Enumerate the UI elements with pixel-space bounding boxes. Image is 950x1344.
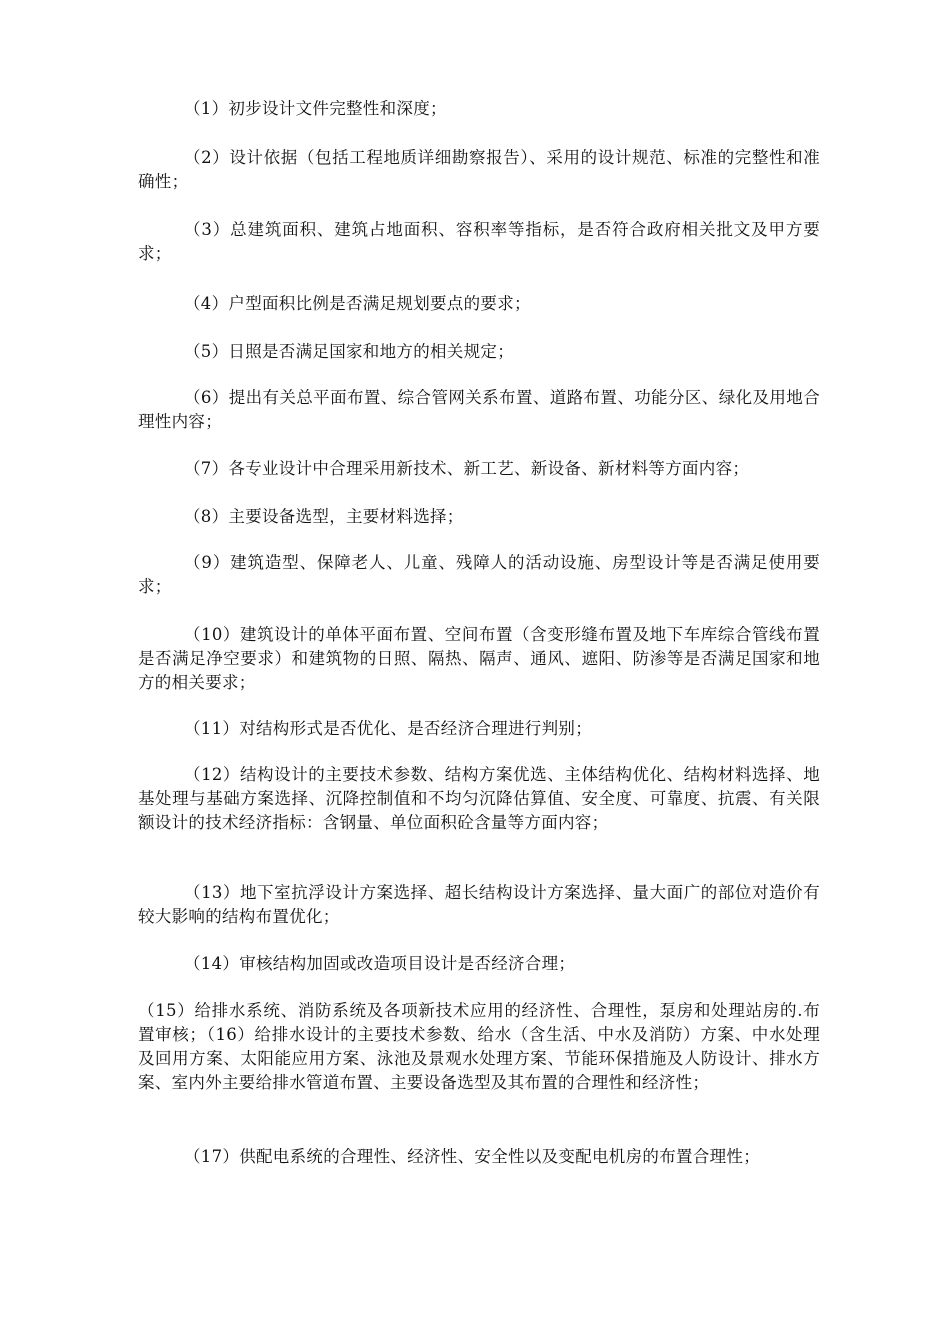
paragraph-12: （12）结构设计的主要技术参数、结构方案优选、主体结构优化、结构材料选择、地基处理与基础方案选择、沉降控制值和不均匀沉降估算值、安全度、可靠度、抗震、有关限额设计的技术经济指标：含钢量、单位面积砼含量等方面内容； [138,765,820,832]
paragraph-15: （15）给排水系统、消防系统及各项新技术应用的经济性、合理性，泵房和处理站房的.布置审核；（16）给排水设计的主要技术参数、给水（含生活、中水及消防）方案、中水处理及回用方案、太阳能应用方案、泳池及景观水处理方案、节能环保措施及人防设计、排水方案、室内外主要给排水管道布置、主要设备选型及其布置的合理性和经济性； [138,1001,820,1092]
paragraph-7: （7）各专业设计中合理采用新技术、新工艺、新设备、新材料等方面内容； [184,459,750,478]
paragraph-4: （4）户型面积比例是否满足规划要点的要求； [184,294,531,313]
paragraph-13: （13）地下室抗浮设计方案选择、超长结构设计方案选择、量大面广的部位对造价有较大影响的结构布置优化； [138,883,820,926]
paragraph-3: （3）总建筑面积、建筑占地面积、容积率等指标，是否符合政府相关批文及甲方要求； [138,220,820,263]
paragraph-1: （1）初步设计文件完整性和深度； [184,99,447,118]
paragraph-10: （10）建筑设计的单体平面布置、空间布置（含变形缝布置及地下车库综合管线布置是否满足净空要求）和建筑物的日照、隔热、隔声、通风、遮阳、防渗等是否满足国家和地方的相关要求； [138,625,820,692]
paragraph-2: （2）设计依据（包括工程地质详细勘察报告）、采用的设计规范、标准的完整性和准确性； [138,148,820,191]
paragraph-8: （8）主要设备选型，主要材料选择； [184,507,464,526]
paragraph-5: （5）日照是否满足国家和地方的相关规定； [184,342,514,361]
paragraph-14: （14）审核结构加固或改造项目设计是否经济合理； [184,954,576,973]
paragraph-6: （6）提出有关总平面布置、综合管网关系布置、道路布置、功能分区、绿化及用地合理性内容； [138,388,820,431]
paragraph-9: （9）建筑造型、保障老人、儿童、残障人的活动设施、房型设计等是否满足使用要求； [138,553,820,596]
paragraph-17: （17）供配电系统的合理性、经济性、安全性以及变配电机房的布置合理性； [184,1147,760,1166]
paragraph-11: （11）对结构形式是否优化、是否经济合理进行判别； [184,719,592,738]
